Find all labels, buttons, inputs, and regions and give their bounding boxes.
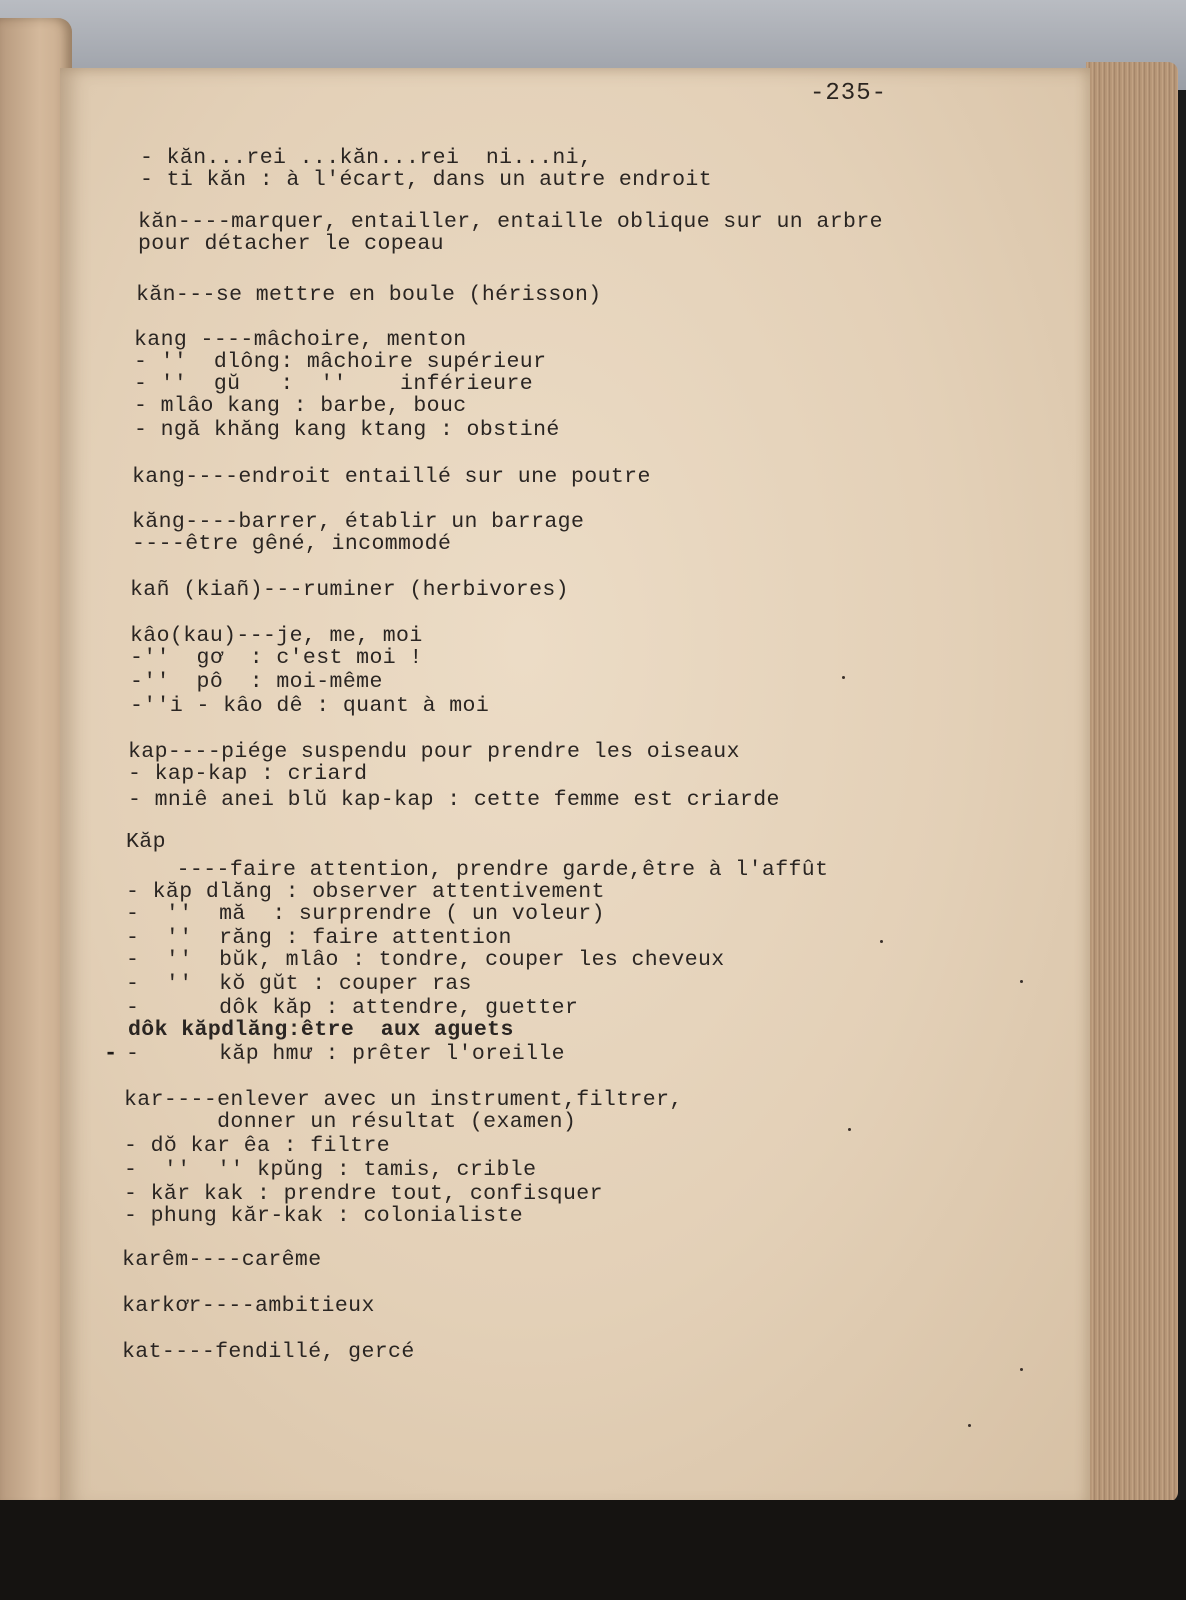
ink-speck (848, 1128, 851, 1131)
text-line: - '' dlông: mâchoire supérieur (134, 350, 547, 374)
text-line: kañ (kiañ)---ruminer (herbivores) (130, 578, 569, 602)
text-line: ----être gêné, incommodé (132, 532, 452, 556)
text-line: kang----endroit entaillé sur une poutre (132, 465, 651, 489)
text-line: - kăp hmư : prêter l'oreille (126, 1042, 565, 1066)
text-line: -'' pô : moi-même (130, 670, 383, 694)
text-line: - '' răng : faire attention (126, 926, 512, 950)
bottom-shadow (0, 1500, 1186, 1600)
text-line: - dŏ kar êa : filtre (124, 1134, 391, 1158)
text-line: - '' '' kpŭng : tamis, crible (124, 1158, 537, 1182)
text-line: -''i - kâo dê : quant à moi (130, 694, 490, 718)
text-line: pour détacher le copeau (138, 232, 444, 256)
text-line: - '' bŭk, mlâo : tondre, couper les cheveux (126, 948, 725, 972)
ink-speck (842, 676, 845, 679)
margin-dash-mark: - (104, 1041, 118, 1066)
text-line: kăn----marquer, entailler, entaille oblique sur un arbre (138, 210, 883, 234)
text-line: - kăn...rei ...kăn...rei ni...ni, (140, 146, 593, 170)
text-line: - kap-kap : criard (128, 762, 368, 786)
text-line: kăng----barrer, établir un barrage (132, 510, 585, 534)
text-line: - kăp dlăng : observer attentivement (126, 880, 605, 904)
text-line: kat----fendillé, gercé (122, 1340, 415, 1364)
text-line: kap----piége suspendu pour prendre les oiseaux (128, 740, 740, 764)
text-line: - kăr kak : prendre tout, confisquer (124, 1182, 603, 1206)
ink-speck (880, 940, 883, 943)
text-line: - dôk kăp : attendre, guetter (126, 996, 579, 1020)
text-line: - mlâo kang : barbe, bouc (134, 394, 467, 418)
text-line: karkơr----ambitieux (122, 1294, 375, 1318)
text-line: kar----enlever avec un instrument,filtrer, (124, 1088, 683, 1112)
text-line: ----faire attention, prendre garde,être à l'affût (150, 858, 829, 882)
ink-speck (968, 1424, 971, 1427)
text-line: - '' kŏ gŭt : couper ras (126, 972, 472, 996)
text-line: dôk kăpdlăng:être aux aguets (128, 1018, 514, 1042)
text-line: - phung kăr-kak : colonialiste (124, 1204, 524, 1228)
text-line: kăn---se mettre en boule (hérisson) (136, 283, 602, 307)
text-line: - ngă khăng kang ktang : obstiné (134, 418, 560, 442)
text-line: - '' mă : surprendre ( un voleur) (126, 902, 605, 926)
book-page-edges (1086, 62, 1178, 1502)
text-line: -'' gơ : c'est moi ! (130, 646, 423, 670)
page-number: -235- (810, 80, 888, 107)
text-line: - ti kăn : à l'écart, dans un autre endroit (140, 168, 712, 192)
text-line: kang ----mâchoire, menton (134, 328, 467, 352)
text-line: karêm----carême (122, 1248, 322, 1272)
text-line: - mniê anei blŭ kap-kap : cette femme est criarde (128, 788, 780, 812)
text-line: kâo(kau)---je, me, moi (130, 624, 423, 648)
text-line: donner un résultat (examen) (124, 1110, 577, 1134)
text-line: - '' gŭ : '' inférieure (134, 372, 534, 396)
text-line: Kăp (126, 830, 166, 854)
ink-speck (1020, 980, 1023, 983)
ink-speck (1020, 1368, 1023, 1371)
